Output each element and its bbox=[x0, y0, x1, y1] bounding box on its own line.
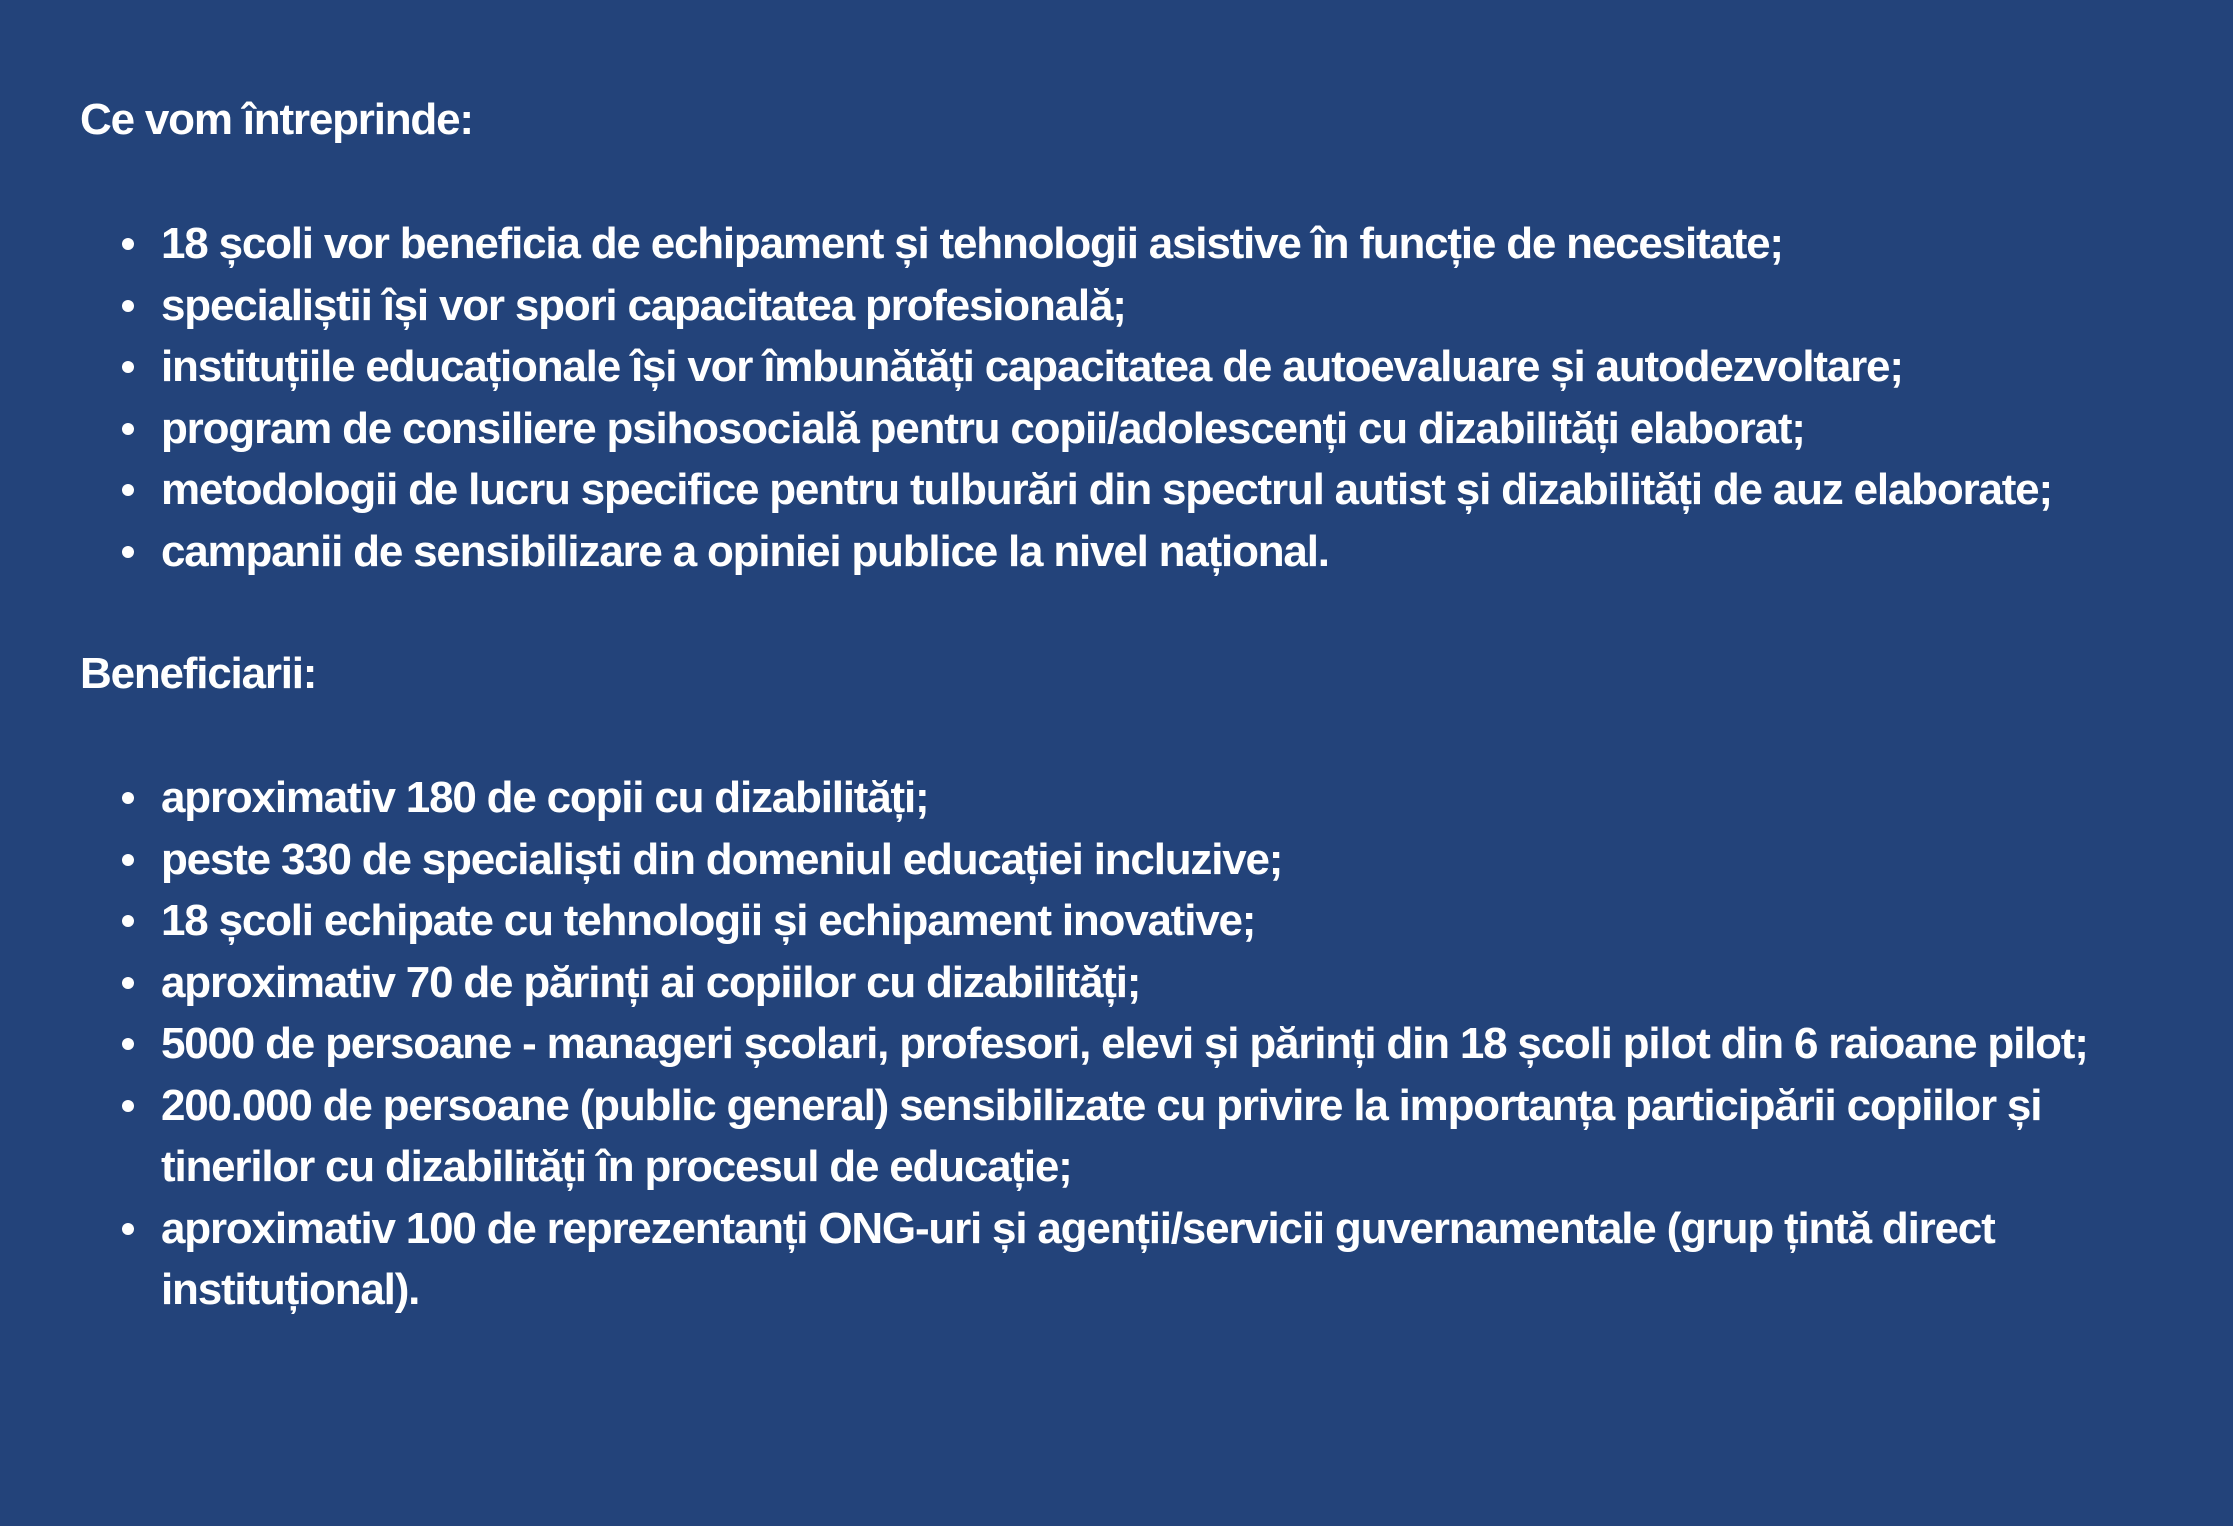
list-item-text: 18 școli echipate cu tehnologii și echipament inovative; bbox=[161, 896, 1256, 945]
list-item-text: 5000 de persoane - manageri școlari, profesori, elevi și părinți din 18 școli pilot din 6 raioane pilot; bbox=[161, 1019, 2088, 1068]
list-item bbox=[80, 521, 2173, 583]
bullet-icon bbox=[122, 915, 134, 927]
list-item bbox=[80, 1013, 2173, 1075]
list-item bbox=[80, 829, 2173, 891]
bullet-icon bbox=[122, 977, 134, 989]
bullet-icon bbox=[122, 423, 134, 435]
list-item-text: 18 școli vor beneficia de echipament și tehnologii asistive în funcție de necesitate; bbox=[161, 219, 1783, 268]
bullet-icon bbox=[122, 1038, 134, 1050]
bullet-icon bbox=[122, 1223, 134, 1235]
list-item-text: aproximativ 180 de copii cu dizabilități; bbox=[161, 773, 929, 822]
list-item-text: specialiștii își vor spori capacitatea profesională; bbox=[161, 280, 1126, 330]
list-item-text: aproximativ 70 de părinți ai copiilor cu dizabilități; bbox=[161, 957, 1141, 1007]
list-item-text: campanii de sensibilizare a opiniei publice la nivel național. bbox=[161, 526, 1329, 576]
bullet-icon bbox=[122, 361, 134, 373]
section-heading-beneficiaries: Beneficiarii: bbox=[80, 649, 317, 698]
list-item bbox=[80, 398, 2173, 460]
list-item bbox=[80, 459, 2173, 521]
list-item-text: 200.000 de persoane (public general) sensibilizate cu privire la importanța participării copiilor și tinerilor cu dizabilități în procesul de educație; bbox=[161, 1080, 2042, 1191]
list-item-text: program de consiliere psihosocială pentru copii/adolescenți cu dizabilități elaborat; bbox=[161, 403, 1805, 453]
list-item-text: peste 330 de specialiști din domeniul educației incluzive; bbox=[161, 834, 1283, 884]
activities-list bbox=[80, 213, 2173, 582]
list-item bbox=[80, 275, 2173, 337]
list-item-text: aproximativ 100 de reprezentanți ONG-uri și agenții/servicii guvernamentale (grup țintă direct instituțional). bbox=[161, 1203, 1995, 1314]
beneficiaries-list bbox=[80, 767, 2173, 1321]
bullet-icon bbox=[122, 484, 134, 496]
bullet-icon bbox=[122, 546, 134, 558]
list-item bbox=[80, 1198, 2173, 1321]
bullet-icon bbox=[122, 792, 134, 804]
list-item bbox=[80, 952, 2173, 1014]
list-item-text: metodologii de lucru specifice pentru tulburări din spectrul autist și dizabilități de auz elaborate; bbox=[161, 465, 2052, 514]
list-item bbox=[80, 767, 2173, 829]
list-item bbox=[80, 1075, 2173, 1198]
list-item bbox=[80, 213, 2173, 275]
section-heading-activities: Ce vom întreprinde: bbox=[80, 95, 473, 144]
bullet-icon bbox=[122, 854, 134, 866]
list-item bbox=[80, 336, 2173, 398]
bullet-icon bbox=[122, 300, 134, 312]
bullet-icon bbox=[122, 238, 134, 250]
list-item bbox=[80, 890, 2173, 952]
bullet-icon bbox=[122, 1100, 134, 1112]
list-item-text: instituțiile educaționale își vor îmbunătăți capacitatea de autoevaluare și autodezvoltare; bbox=[161, 342, 1903, 391]
